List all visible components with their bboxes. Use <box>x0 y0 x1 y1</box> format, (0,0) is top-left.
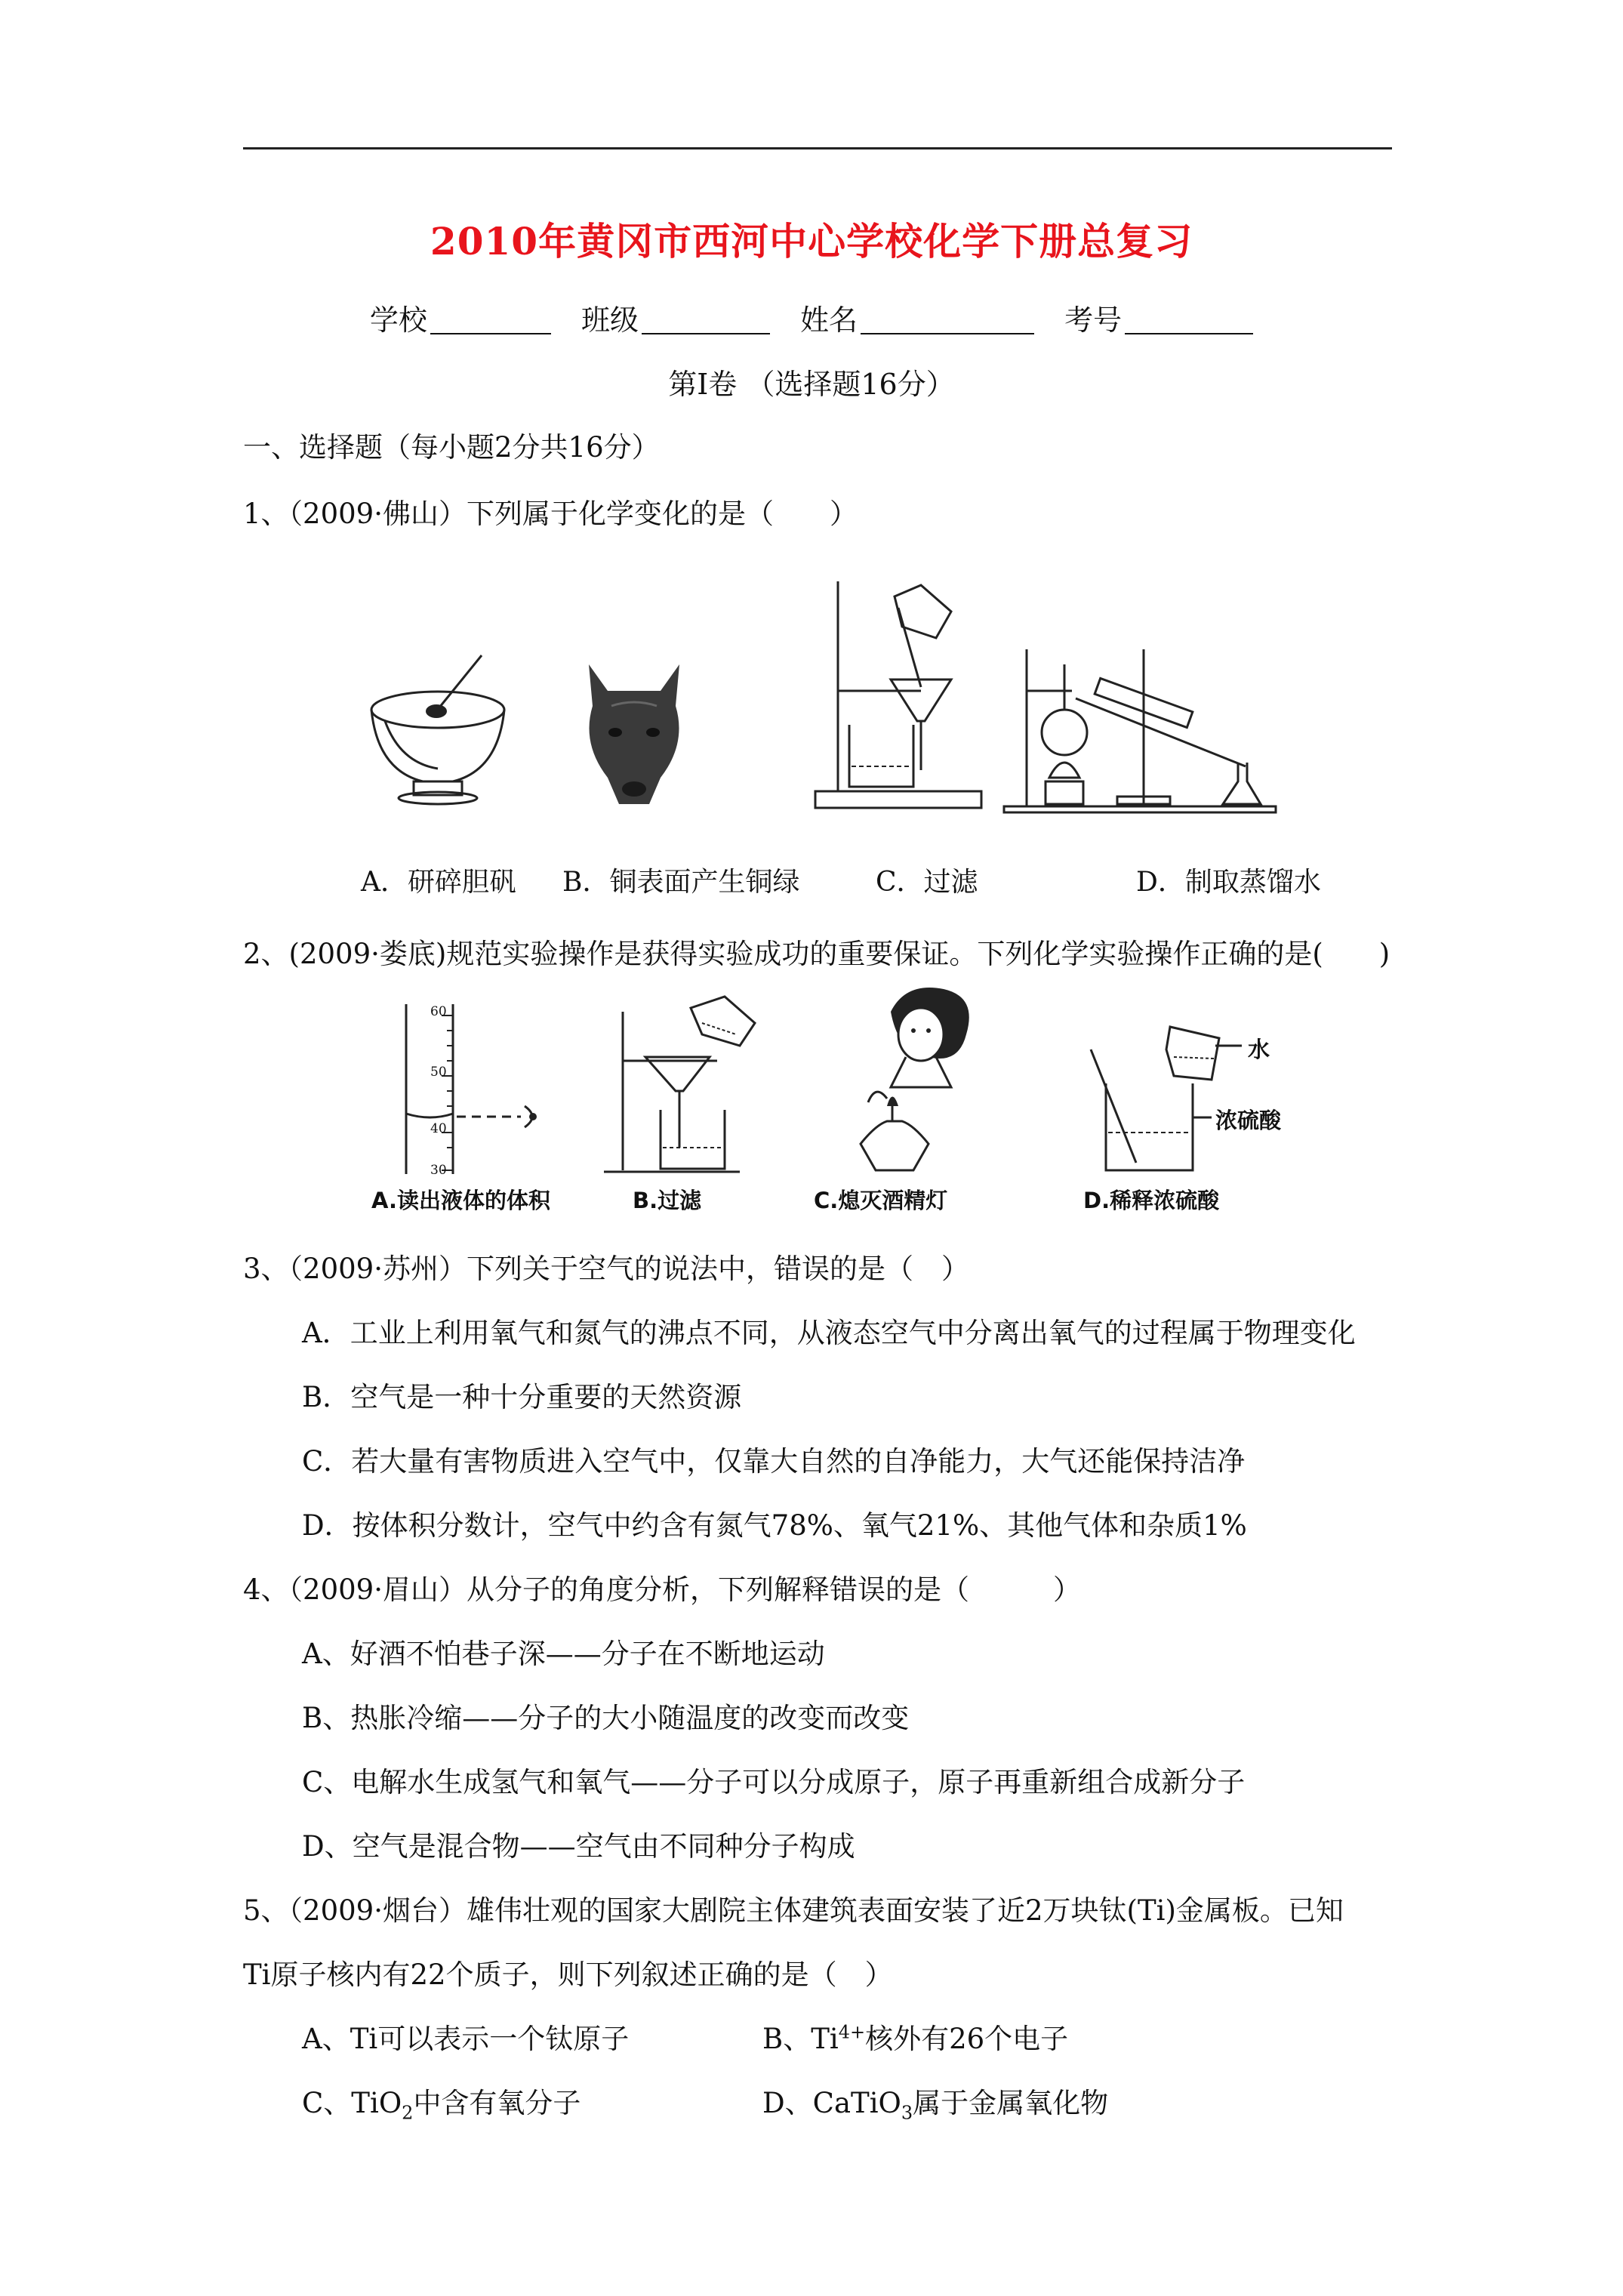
number-label: 考号 <box>1064 304 1123 337</box>
q2-caption-b: B.过滤 <box>633 1188 702 1213</box>
q5-option-d-pre: D、CaTiO <box>762 2087 901 2119</box>
q5-option-b-pre: B、Ti <box>762 2023 839 2055</box>
page-title: 2010年黄冈市西河中心学校化学下册总复习 <box>430 219 1193 264</box>
q2-caption-d: D.稀释浓硫酸 <box>1083 1188 1220 1213</box>
distillation-figure <box>1004 634 1276 815</box>
q5-stem-line1: 5、（2009·烟台）雄伟壮观的国家大剧院主体建筑表面安装了近2万块钛(Ti)金属板。已知 <box>243 1894 1344 1927</box>
q5-option-b <box>762 2016 1068 2057</box>
part-heading: 一、选择题（每小题2分共16分） <box>243 431 660 464</box>
q3-option-a: A．工业上利用氧气和氮气的沸点不同，从液态空气中分离出氧气的过程属于物理变化 <box>302 1317 1356 1349</box>
q5-stem-line2: Ti原子核内有22个质子，则下列叙述正确的是（ ） <box>243 1959 893 1991</box>
q3-option-d: D．按体积分数计，空气中约含有氮气78%、氧气21%、其他气体和杂质1% <box>302 1509 1247 1542</box>
q2-stem: 2、(2009·娄底)规范实验操作是获得实验成功的重要保证。下列化学实验操作正确的是( ) <box>243 938 1390 970</box>
class-blank[interactable] <box>642 306 770 334</box>
q5-option-c-pre: C、TiO <box>302 2087 402 2119</box>
alcohol-lamp-figure <box>845 982 1004 1178</box>
q1-option-a: A．研碎胆矾 <box>361 867 516 898</box>
cylinder-tick-40: 40 <box>430 1121 447 1136</box>
acid-label: 浓硫酸 <box>1215 1108 1282 1133</box>
q1-option-d: D．制取蒸馏水 <box>1136 867 1321 898</box>
name-blank[interactable] <box>861 306 1034 334</box>
q1-stem: 1、（2009·佛山）下列属于化学变化的是（ ） <box>243 498 858 530</box>
mortar-pestle-figure <box>370 649 513 808</box>
student-info-fields <box>0 297 1623 338</box>
cylinder-tick-60: 60 <box>430 1004 447 1019</box>
q4-option-d: D、空气是混合物——空气由不同种分子构成 <box>302 1830 855 1863</box>
school-label: 学校 <box>369 304 427 337</box>
q3-option-c: C．若大量有害物质进入空气中，仅靠大自然的自净能力，大气还能保持洁净 <box>302 1445 1246 1478</box>
q5-option-c-subscript: 2 <box>402 2102 414 2124</box>
q5-option-b-post: 核外有26个电子 <box>865 2023 1069 2055</box>
cylinder-tick-50: 50 <box>430 1065 447 1080</box>
number-blank[interactable] <box>1125 306 1253 334</box>
header-rule <box>243 147 1392 149</box>
q4-option-c: C、电解水生成氢气和氧气——分子可以分成原子，原子再重新组合成新分子 <box>302 1766 1246 1798</box>
water-label: 水 <box>1248 1037 1270 1062</box>
q5-option-d <box>762 2080 1108 2123</box>
school-blank[interactable] <box>430 306 551 334</box>
q1-option-b: B．铜表面产生铜绿 <box>562 867 800 898</box>
q5-option-c <box>302 2080 581 2123</box>
cylinder-reading-figure <box>400 1000 551 1178</box>
name-label: 姓名 <box>800 304 858 337</box>
q4-stem: 4、（2009·眉山）从分子的角度分析，下列解释错误的是（ ） <box>243 1573 1081 1606</box>
q2-caption-a: A.读出液体的体积 <box>371 1188 550 1213</box>
q2-caption-c: C.熄灭酒精灯 <box>814 1188 948 1213</box>
q2-filtration-figure <box>604 989 778 1178</box>
filtration-figure <box>808 566 989 815</box>
section-heading: 第Ⅰ卷 （选择题16分） <box>668 368 955 401</box>
q1-option-c: C．过滤 <box>876 867 978 898</box>
q4-option-a: A、好酒不怕巷子深——分子在不断地运动 <box>302 1638 825 1670</box>
q5-option-a: A、Ti可以表示一个钛原子 <box>302 2023 630 2055</box>
q3-option-b: B．空气是一种十分重要的天然资源 <box>302 1381 742 1413</box>
copper-head-figure <box>574 653 694 812</box>
q5-option-b-charge: 4+ <box>838 2021 866 2043</box>
q4-option-b: B、热胀冷缩——分子的大小随温度的改变而改变 <box>302 1702 910 1734</box>
q5-option-c-post: 中含有氧分子 <box>413 2087 581 2119</box>
q3-stem: 3、（2009·苏州）下列关于空气的说法中，错误的是（ ） <box>243 1253 969 1285</box>
dilution-figure <box>1079 1027 1261 1178</box>
q5-option-d-post: 属于金属氧化物 <box>913 2087 1109 2119</box>
cylinder-tick-30: 30 <box>430 1163 447 1178</box>
q5-option-d-subscript: 3 <box>901 2102 913 2124</box>
class-label: 班级 <box>581 304 639 337</box>
